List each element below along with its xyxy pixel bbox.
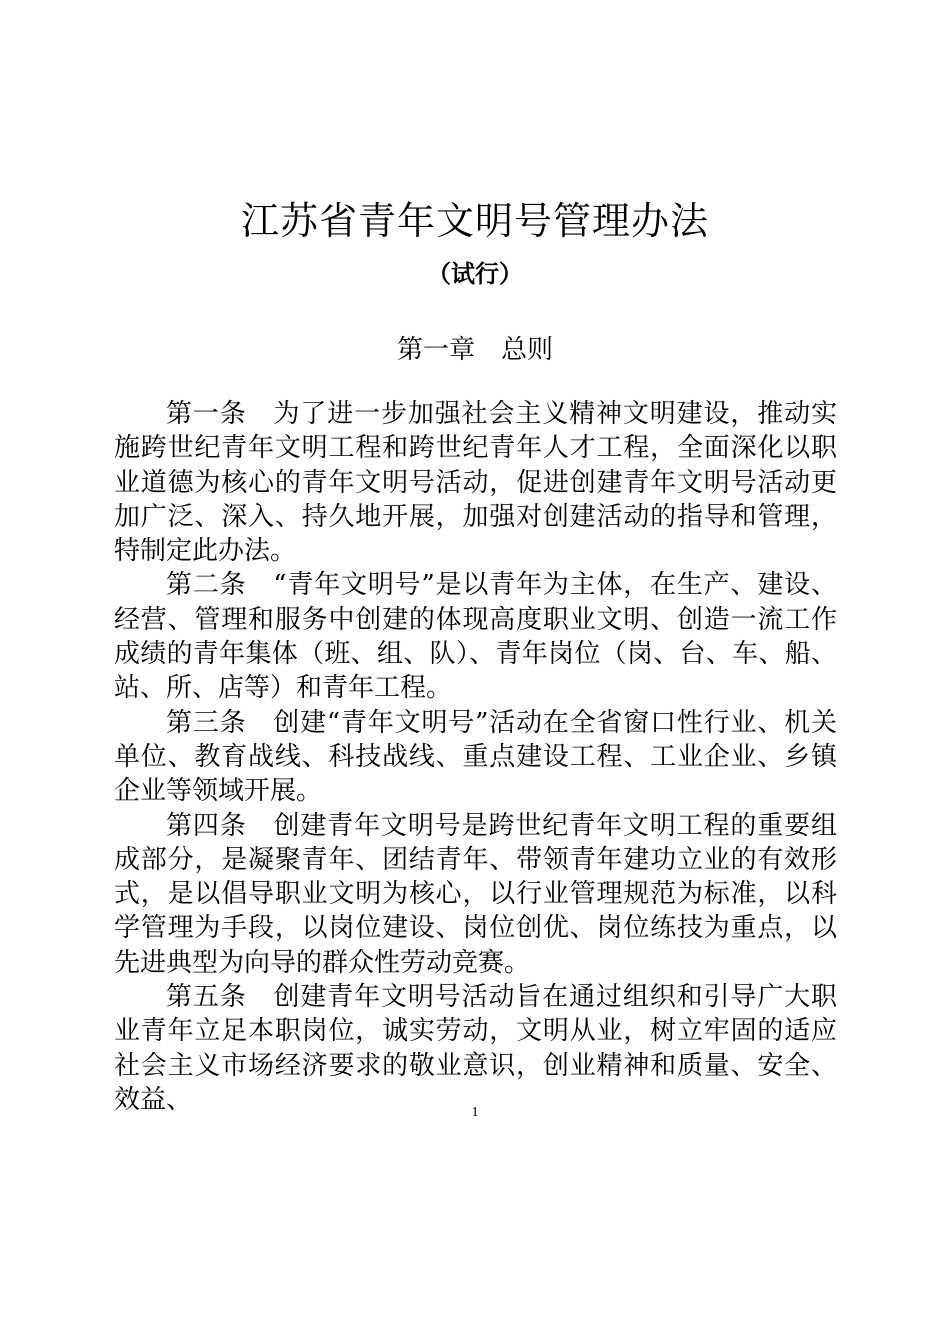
article-5-paragraph: 第五条 创建青年文明号活动旨在通过组织和引导广大职业青年立足本职岗位，诚实劳动，文明从业，树立牢固的适应社会主义市场经济要求的敬业意识，创业精神和质量、安全、效益、	[114, 982, 837, 1115]
article-4-paragraph: 第四条 创建青年文明号是跨世纪青年文明工程的重要组成部分，是凝聚青年、团结青年、带领青年建功立业的有效形式，是以倡导职业文明为核心，以行业管理规范为标准，以科学管理为手段，以岗位建设、岗位创优、岗位练技为重点，以先进典型为向导的群众性劳动竞赛。	[114, 810, 837, 978]
chapter-heading: 第一章 总则	[396, 335, 553, 365]
document-subtitle: （试行）	[427, 260, 523, 288]
article-1-paragraph: 第一条 为了进一步加强社会主义精神文明建设，推动实施跨世纪青年文明工程和跨世纪青年人才工程，全面深化以职业道德为核心的青年文明号活动，促进创建青年文明号活动更加广泛、深入、持久地开展，加强对创建活动的指导和管理，特制定此办法。	[114, 399, 837, 567]
article-2-paragraph: 第二条 “青年文明号”是以青年为主体，在生产、建设、经营、管理和服务中创建的体现高度职业文明、创造一流工作成绩的青年集体（班、组、队）、青年岗位（岗、台、车、船、站、所、店等）和青年工程。	[114, 570, 837, 704]
page-number: 1	[471, 1105, 479, 1120]
document-body	[114, 397, 837, 1117]
document-title: 江苏省青年文明号管理办法	[240, 199, 709, 243]
article-3-paragraph: 第三条 创建“青年文明号”活动在全省窗口性行业、机关单位、教育战线、科技战线、重点建设工程、工业企业、乡镇企业等领域开展。	[114, 707, 837, 807]
